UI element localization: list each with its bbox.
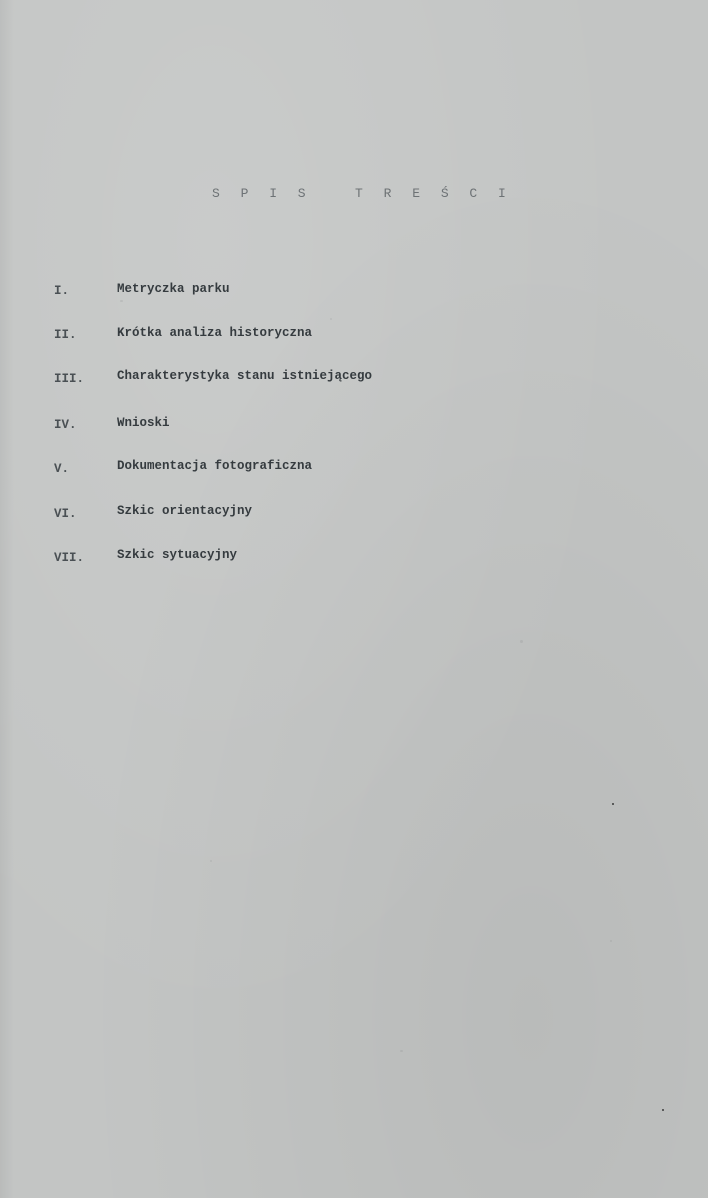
toc-entry-text: Szkic orientacyjny xyxy=(117,504,253,518)
toc-entry-text: Dokumentacja fotograficzna xyxy=(117,459,313,473)
toc-entry-number: VI. xyxy=(54,507,77,521)
toc-entry-number: V. xyxy=(54,462,70,476)
toc-entry-number: II. xyxy=(54,328,77,342)
toc-entry-text: Charakterystyka stanu istniejącego xyxy=(117,369,373,383)
toc-entry-number: IV. xyxy=(54,418,77,432)
toc-entry-number: VII. xyxy=(54,551,85,565)
toc-entry-text: Metryczka parku xyxy=(117,282,230,296)
toc-entry-text: Wnioski xyxy=(117,416,170,430)
toc-entry-number: III. xyxy=(54,372,85,386)
toc-entry-text: Szkic sytuacyjny xyxy=(117,548,238,562)
toc-entry-number: I. xyxy=(54,284,70,298)
page-title: S P I S T R E Ś C I xyxy=(212,186,513,201)
toc-entry-text: Krótka analiza historyczna xyxy=(117,326,313,340)
